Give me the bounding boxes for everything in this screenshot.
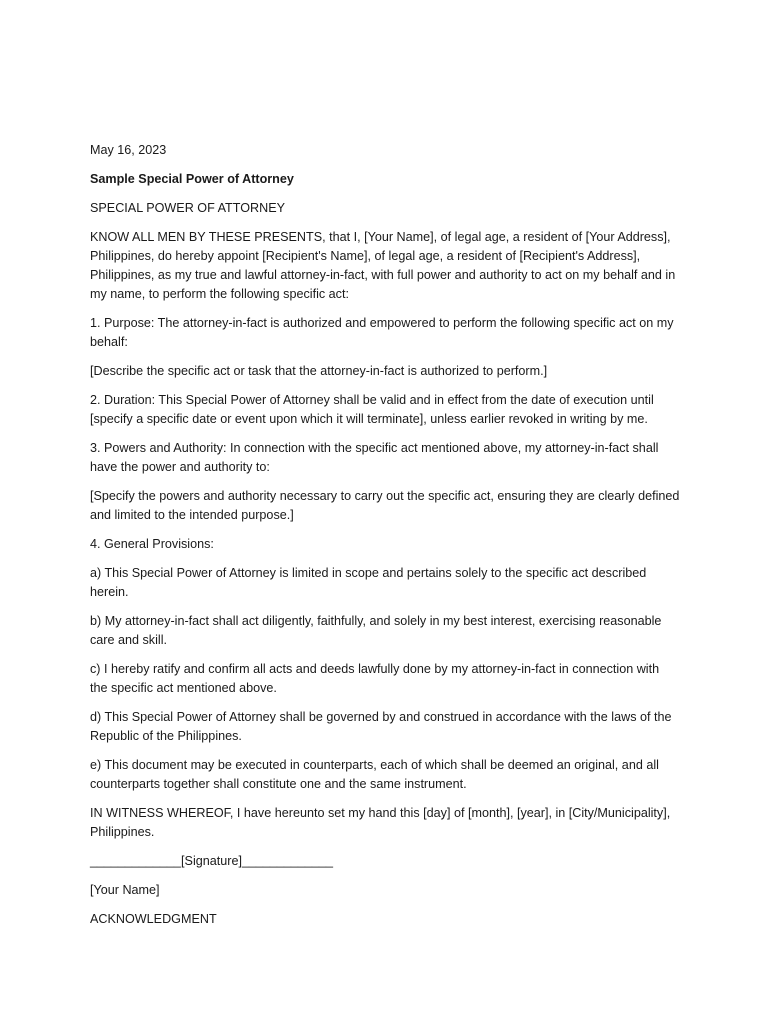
witness-paragraph: IN WITNESS WHEREOF, I have hereunto set my hand this [day] of [month], [year], in [City/Municipality], Philippines.: [90, 806, 671, 839]
document-body: [90, 141, 680, 939]
your-name-placeholder: [Your Name]: [90, 883, 160, 897]
purpose-placeholder: [Describe the specific act or task that the attorney-in-fact is authorized to perform.]: [90, 364, 548, 378]
provision-a: a) This Special Power of Attorney is limited in scope and pertains solely to the specific act described herein.: [90, 566, 647, 599]
intro-paragraph: KNOW ALL MEN BY THESE PRESENTS, that I, [Your Name], of legal age, a resident of [Your Address], Philippines, do hereby appoint [Recipient's Name], of legal age, a resident of [Recipient's Address], Philippines, as my true and lawful attorney-in-fact, with full power and authority to act on my behalf and in my name, to perform the following specific act:: [90, 230, 676, 301]
document-heading: SPECIAL POWER OF ATTORNEY: [90, 201, 286, 215]
provision-d: d) This Special Power of Attorney shall be governed by and construed in accordance with the laws of the Republic of the Philippines.: [90, 710, 672, 743]
provision-c: c) I hereby ratify and confirm all acts and deeds lawfully done by my attorney-in-fact in connection with the specific act mentioned above.: [90, 662, 660, 695]
provision-b: b) My attorney-in-fact shall act diligently, faithfully, and solely in my best interest, exercising reasonable care and skill.: [90, 614, 662, 647]
general-provisions-heading: 4. General Provisions:: [90, 537, 214, 551]
document-title: Sample Special Power of Attorney: [90, 172, 294, 186]
purpose-paragraph: 1. Purpose: The attorney-in-fact is authorized and empowered to perform the following specific act on my behalf:: [90, 316, 674, 349]
document-date: May 16, 2023: [90, 143, 167, 157]
signature-line: _____________[Signature]_____________: [90, 854, 334, 868]
powers-placeholder: [Specify the powers and authority necessary to carry out the specific act, ensuring they are clearly defined and limited to the intended purpose.]: [90, 489, 680, 522]
duration-paragraph: 2. Duration: This Special Power of Attorney shall be valid and in effect from the date of execution until [specify a specific date or event upon which it will terminate], unless earlier revoked in writing by me.: [90, 393, 654, 426]
powers-paragraph: 3. Powers and Authority: In connection with the specific act mentioned above, my attorney-in-fact shall have the power and authority to:: [90, 441, 659, 474]
acknowledgment-heading: ACKNOWLEDGMENT: [90, 912, 217, 926]
provision-e: e) This document may be executed in counterparts, each of which shall be deemed an original, and all counterparts together shall constitute one and the same instrument.: [90, 758, 659, 791]
